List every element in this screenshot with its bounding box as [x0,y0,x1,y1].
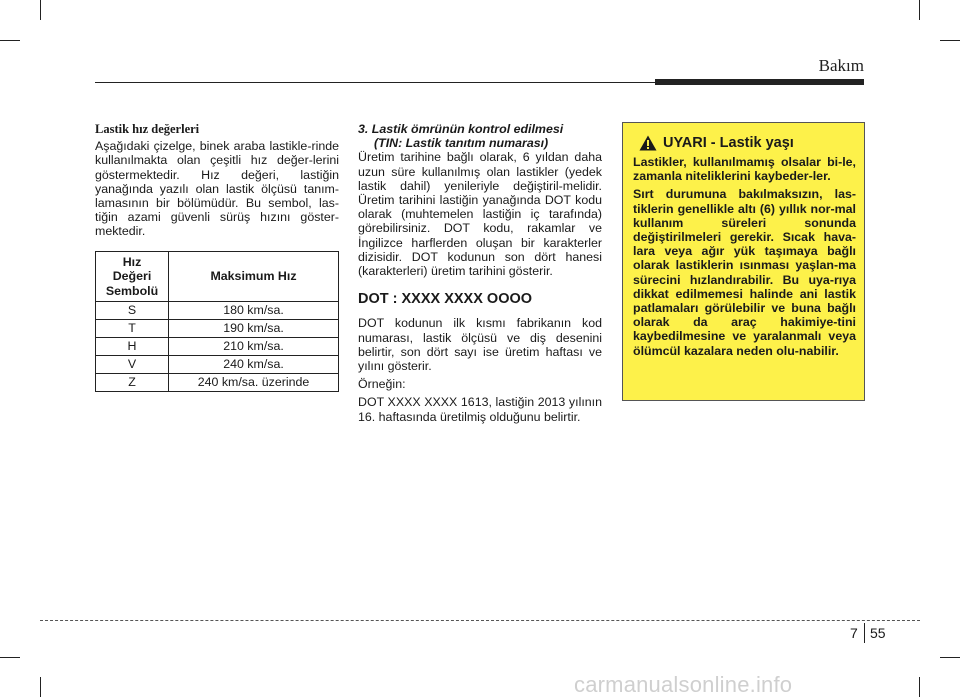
speed-cell: 240 km/sa. [169,356,339,374]
symbol-cell: S [96,302,169,320]
page-number-separator [864,623,865,643]
crop-mark [919,0,920,20]
warning-paragraph: Sırt durumuna bakılmaksızın, las-tiklerin genellikle altı (6) yıllık nor-mal kullanım süreleri sonunda değiştirilmeleri gerekir. Sıcak hava-lara veya ağır yük taşımaya bağlı olarak lastiklerin ısınması yaşlan-ma sürecini hızlandırabilir. Bu uya-rıya dikkat edilmemesi halinde ani lastik patlamaları görülebilir ve buna bağlı olarak da araç hakimiye-tini kaybedilmesine ve yaralanmalı veya ölümcül kazalara neden olu-nabilir. [633,187,856,358]
footer-divider [40,620,920,621]
symbol-column-header [96,251,169,302]
dot-code-heading: DOT : XXXX XXXX OOOO [358,291,533,308]
example-text: DOT XXXX XXXX 1613, lastiğin 2013 yılının 16. haftasında üretilmiş olduğunu belirtir. [358,395,602,424]
crop-mark [0,657,20,658]
header-line: Sembolü [105,283,159,298]
table-row [96,356,339,374]
speed-ratings-intro: Aşağıdaki çizelge, binek araba lastikle-rinde kullanılmakta olan çeşitli hız değer-lerini göstermektedir. Hız değeri, lastiğin yanağında yazılı olan lastik ölçüsü tanım-lamasının bir bölümüdür. Bu sembol, las-tiğin azami güvenli sürüş hızını göster-mektedir. [95,139,339,239]
speed-cell: 240 km/sa. üzerinde [169,374,339,392]
section-title: Bakım [818,56,864,75]
table-row [96,302,339,320]
symbol-cell: T [96,320,169,338]
speed-ratings-heading: Lastik hız değerleri [95,122,200,136]
tire-age-section-title [358,122,602,150]
crop-mark [0,40,20,41]
left-column [95,122,339,392]
crop-mark [940,657,960,658]
table-row [96,320,339,338]
dot-code-paragraph: DOT kodunun ilk kısmı fabrikanın kod numarası, lastik ölçüsü ve diş desenini belirtir, son dört sayı ise üretim haftası ve yılını gösterir. [358,316,602,374]
speed-rating-table [95,251,339,393]
table-header-row [96,251,339,302]
table-row [96,374,339,392]
header-line: Değeri [112,269,152,284]
tire-age-paragraph: Üretim tarihine bağlı olarak, 6 yıldan daha uzun süre kullanılmış olan lastikler (yedek lastik dahil) yenileriyle değiştiril-melidir. Üretim tarihini lastiğin yanağında DOT kodu olarak (muhtemelen lastiğin iç tarafında) görebilirsiniz. DOT kodu, rakamlar ve İngilizce harflerden oluşan bir karakterler dizisidir. DOT kodunun son dört hanesi (karakterleri) üretim tarihini gösterir. [358,150,602,279]
symbol-cell: H [96,338,169,356]
middle-column [358,122,602,428]
speed-cell: 180 km/sa. [169,302,339,320]
warning-header [633,135,856,151]
speed-cell: 190 km/sa. [169,320,339,338]
crop-mark [940,40,960,41]
crop-mark [40,677,41,697]
warning-title: UYARI - Lastik yaşı [663,134,794,151]
page-number: 55 [870,625,886,641]
header-bar [655,79,864,85]
symbol-cell: V [96,356,169,374]
warning-box [622,122,865,401]
example-label: Örneğin: [358,377,406,392]
crop-mark [40,0,41,20]
chapter-number: 7 [850,625,858,641]
symbol-cell: Z [96,374,169,392]
speed-cell: 210 km/sa. [169,338,339,356]
table-row [96,338,339,356]
section-subtitle: (TIN: Lastik tanıtım numarası) [374,136,549,151]
section-title-line: 3. Lastik ömrünün kontrol edilmesi [358,122,564,136]
watermark: carmanualsonline.info [574,672,793,697]
crop-mark [919,677,920,697]
warning-triangle-icon [639,135,657,151]
warning-paragraph: Lastikler, kullanılmamış olsalar bi-le, zamanla niteliklerini kaybeder-ler. [633,155,856,184]
speed-column-header: Maksimum Hız [169,251,339,302]
header-line: Hız [122,254,142,269]
